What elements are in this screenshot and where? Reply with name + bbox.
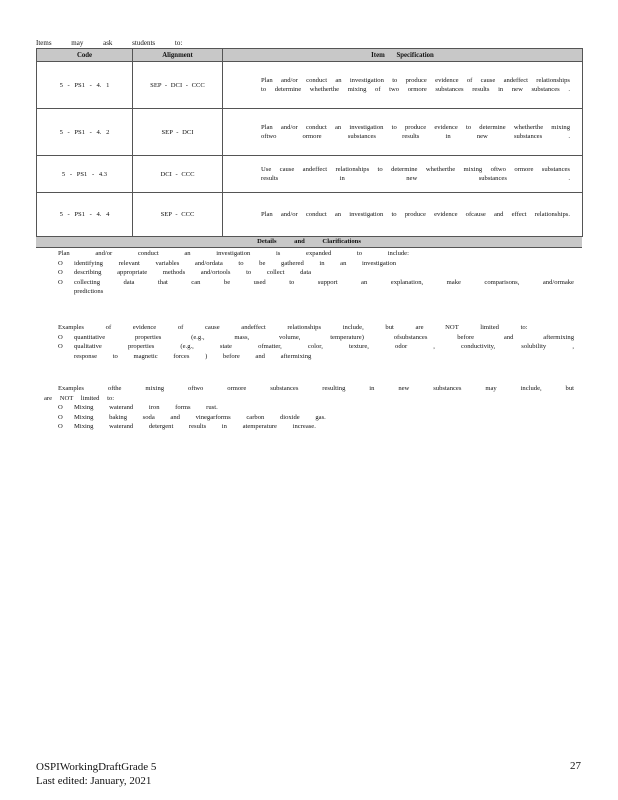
sub-bullet-icon: O [58,343,63,350]
page-footer [36,760,156,788]
specification-cell: Plan and/or conduct an investigation to produce evidence to determine whetherthe mixing oftwo ormore substances results in new substances . [223,109,583,156]
bullet-text: Plan and/or conduct an investigation is expanded to include: [58,250,409,257]
sub-bullet-icon: O [58,259,63,267]
code-cell: 5 - PS1 - 4. 4 [37,193,133,237]
list-item [44,403,574,413]
details-heading: Details and Clarifications [36,237,582,248]
sub-bullet-text: identifying relevant variables and/ordata to be gathered in an investigation [74,259,397,267]
sub-bullet-continuation: response to magnetic forces ) before and aftermixing [74,352,312,360]
list-item [44,259,574,269]
details-block-evidence [44,323,574,361]
sub-bullet-icon: O [58,333,63,341]
table-row [37,109,583,156]
alignment-cell: SEP - DCI [133,109,223,156]
sub-bullet-icon: O [58,269,63,276]
specification-cell: Plan and/or conduct an investigation to produce evidence of cause andeffect relationships to determine whetherthe mixing of two ormore substances results in new substances . [223,62,583,109]
bullet-icon [44,384,58,394]
details-block-plan [44,249,574,297]
sub-bullet-text: Mixing waterand iron forms rust. [74,404,218,411]
code-cell: 5 - PS1 - 4. 1 [37,62,133,109]
list-item [44,278,574,288]
alignment-cell: SEP - DCI - CCC [133,62,223,109]
sub-bullet-text: Mixing waterand detergent results in atemperature increase. [74,423,316,430]
sub-bullet-text: Mixing baking soda and vinegarforms carbon dioxide gas. [74,413,326,421]
page-number: 27 [570,760,581,772]
list-item [44,342,574,352]
list-item [44,268,574,278]
list-item [44,413,574,423]
sub-bullet-text: describing appropriate methods and/ortools to collect data [74,269,312,276]
sub-bullet-icon: O [58,404,63,411]
bullet-text-continuation: are NOT limited to: [44,394,115,402]
footer-last-edited: Last edited: January, 2021 [36,775,152,787]
footer-document-title: OSPIWorkingDraftGrade 5 [36,761,157,773]
list-item [44,323,574,333]
table-header-row [37,49,583,62]
item-specification-table [36,48,583,237]
code-cell: 5 - PS1 - 4.3 [37,156,133,193]
bullet-text: Examples ofthe mixing oftwo ormore substances resulting in new substances may include, but [58,385,574,392]
list-item [44,249,574,259]
list-item [44,384,574,394]
list-item [44,333,574,343]
table-row [37,156,583,193]
code-cell: 5 - PS1 - 4. 2 [37,109,133,156]
header-code: Code [37,49,133,62]
sub-bullet-continuation: predictions [74,288,104,295]
alignment-cell: SEP - CCC [133,193,223,237]
sub-bullet-text: qualitative properties (e.g., state ofmatter, color, texture, odor , conductivity, solubility , [74,343,574,350]
table-row [37,62,583,109]
bullet-icon [44,249,58,259]
sub-bullet-icon: O [58,413,63,421]
list-item [44,422,574,432]
details-block-mixing [44,384,574,432]
sub-bullet-text: quantitative properties (e.g., mass, volume, temperature) ofsubstances before and aftermixing [74,333,574,341]
sub-bullet-icon: O [58,278,63,286]
specification-cell: Plan and/or conduct an investigation to produce evidence ofcause and effect relationships. [223,193,583,237]
bullet-icon [44,323,58,333]
sub-bullet-text: collecting data that can be used to support an explanation, make comparisons, and/ormake [74,278,574,286]
bullet-text: Examples of evidence of cause andeffect relationships include, but are NOT limited to: [58,324,528,331]
alignment-cell: DCI - CCC [133,156,223,193]
header-item-specification: Item Specification [223,49,583,62]
intro-text: Items may ask students to: [36,39,183,47]
specification-cell: Use cause andeffect relationships to determine whetherthe mixing oftwo ormore substances results in new substances . [223,156,583,193]
sub-bullet-icon: O [58,423,63,430]
table-row [37,193,583,237]
header-alignment: Alignment [133,49,223,62]
